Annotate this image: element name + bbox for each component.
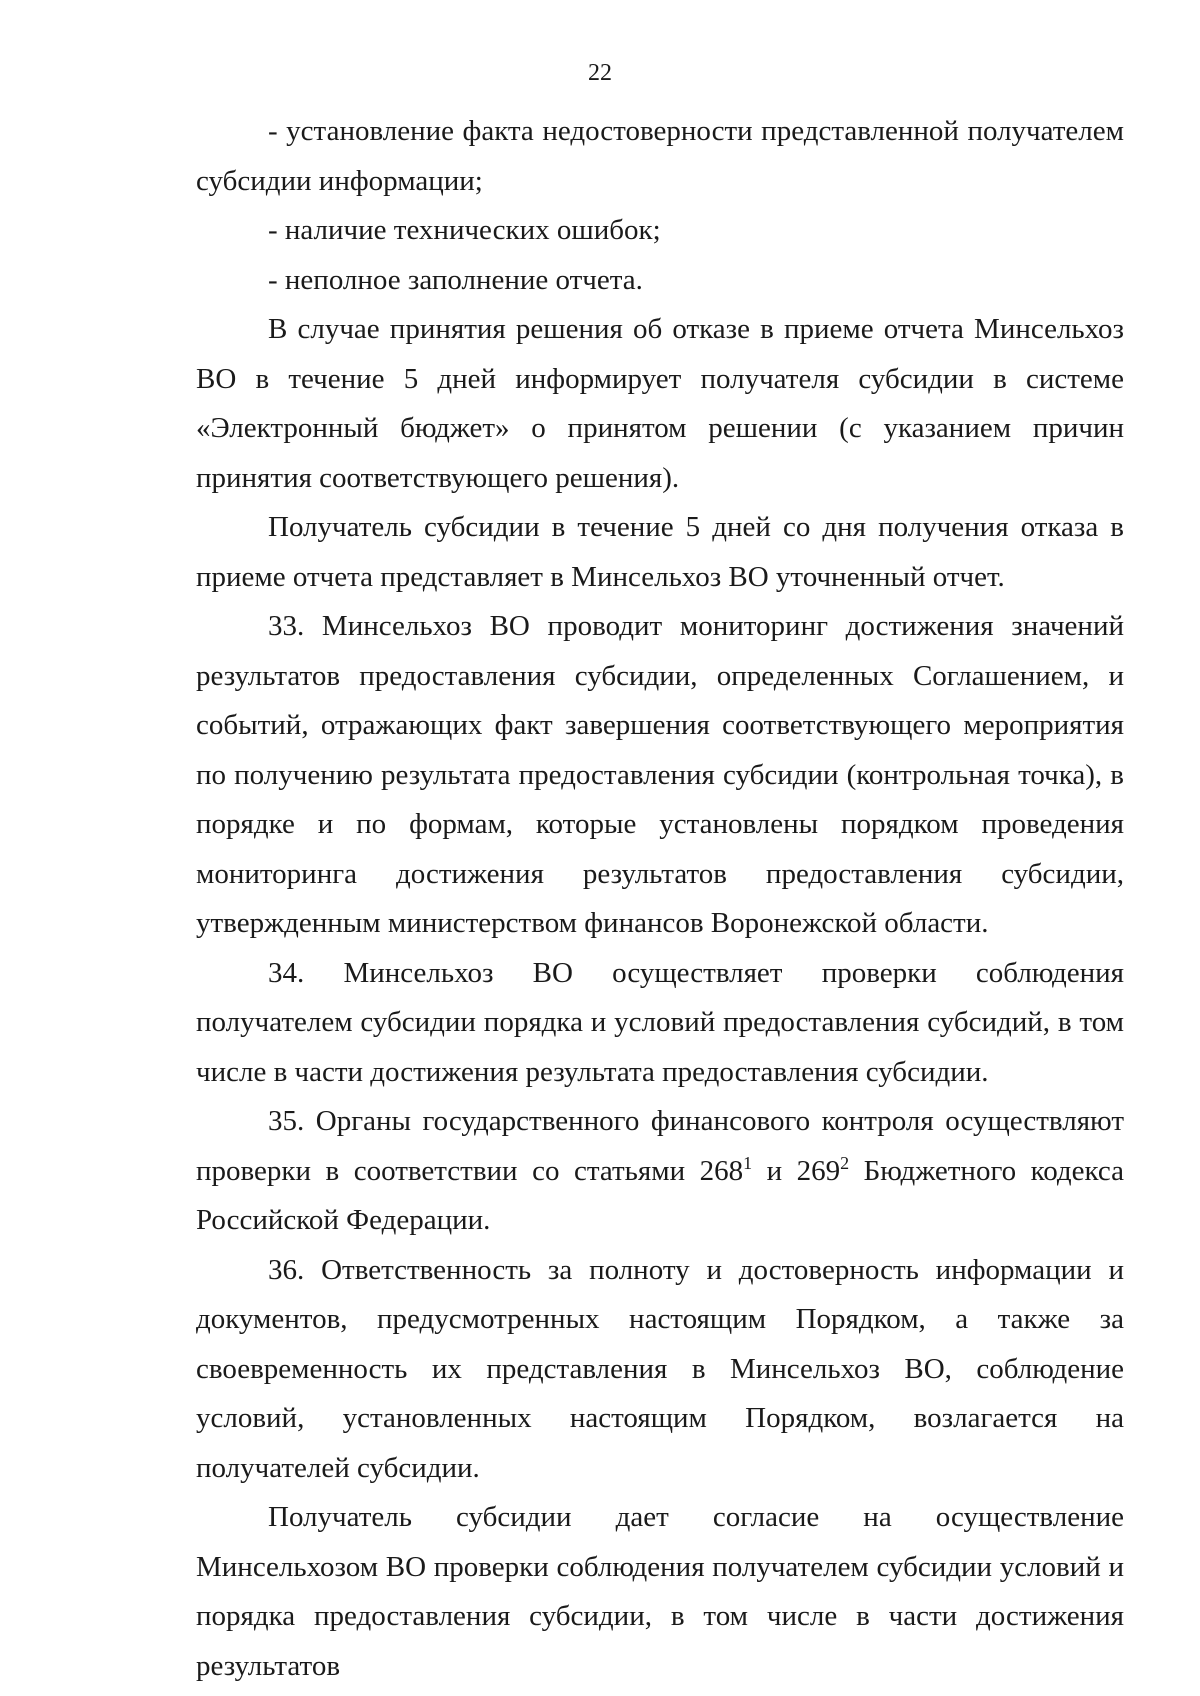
paragraph-36-responsibility: 36. Ответственность за полноту и достоверность информации и документов, предусмотренных настоящим Порядком, а также за своевременность их представления в Минсельхоз ВО, соблюдение условий, установленных настоящим Порядком, возлагается на получателей субсидии.: [196, 1253, 1124, 1484]
paragraph-33-monitoring: 33. Минсельхоз ВО проводит мониторинг достижения значений результатов предоставления субсидии, определенных Соглашением, и событий, отражающих факт завершения соответствующего мероприятия по получению результата предоставления субсидии (контрольная точка), в порядке и по формам, которые установлены порядком проведения мониторинга достижения результатов предоставления субсидии, утвержденным министерством финансов Воронежской области.: [196, 610, 1124, 939]
paragraph-technical-errors: - наличие технических ошибок;: [268, 214, 661, 246]
article-268: 268: [699, 1154, 744, 1187]
paragraph-report-rejection: В случае принятия решения об отказе в приеме отчета Минсельхоз ВО в течение 5 дней информирует получателя субсидии в системе «Электронный бюджет» о принятом решении (с указанием причин принятия соответствующего решения).: [196, 313, 1124, 494]
article-269-superscript: 2: [840, 1152, 850, 1173]
paragraph-35-financial-control: [196, 1097, 1124, 1246]
paragraph-incomplete-report: - неполное заполнение отчета.: [268, 263, 643, 296]
paragraph-35-text-after: Бюджетного кодекса Российской Федерации.: [196, 1154, 1124, 1236]
page-number: 22: [588, 60, 612, 86]
paragraph-inaccurate-info: - установление факта недостоверности представленной получателем субсидии информации;: [196, 115, 1124, 197]
paragraph-consent: Получатель субсидии дает согласие на осуществление Минсельхозом ВО проверки соблюдения получателем субсидии условий и порядка предоставления субсидии, в том числе в части достижения результатов: [196, 1501, 1124, 1682]
article-268-superscript: 1: [743, 1152, 753, 1173]
paragraph-34-inspections: 34. Минсельхоз ВО осуществляет проверки соблюдения получателем субсидии порядка и условий предоставления субсидий, в том числе в части достижения результата предоставления субсидии.: [196, 956, 1124, 1088]
paragraph-corrected-report: Получатель субсидии в течение 5 дней со дня получения отказа в приеме отчета представляет в Минсельхоз ВО уточненный отчет.: [196, 511, 1124, 593]
paragraph-35-text-middle: и: [752, 1154, 797, 1187]
paragraph-35-text-before: 35. Органы государственного финансового контроля осуществляют проверки в соответствии со статьями: [196, 1105, 1124, 1187]
document-body: [196, 107, 1124, 1691]
article-269: 269: [796, 1154, 841, 1187]
